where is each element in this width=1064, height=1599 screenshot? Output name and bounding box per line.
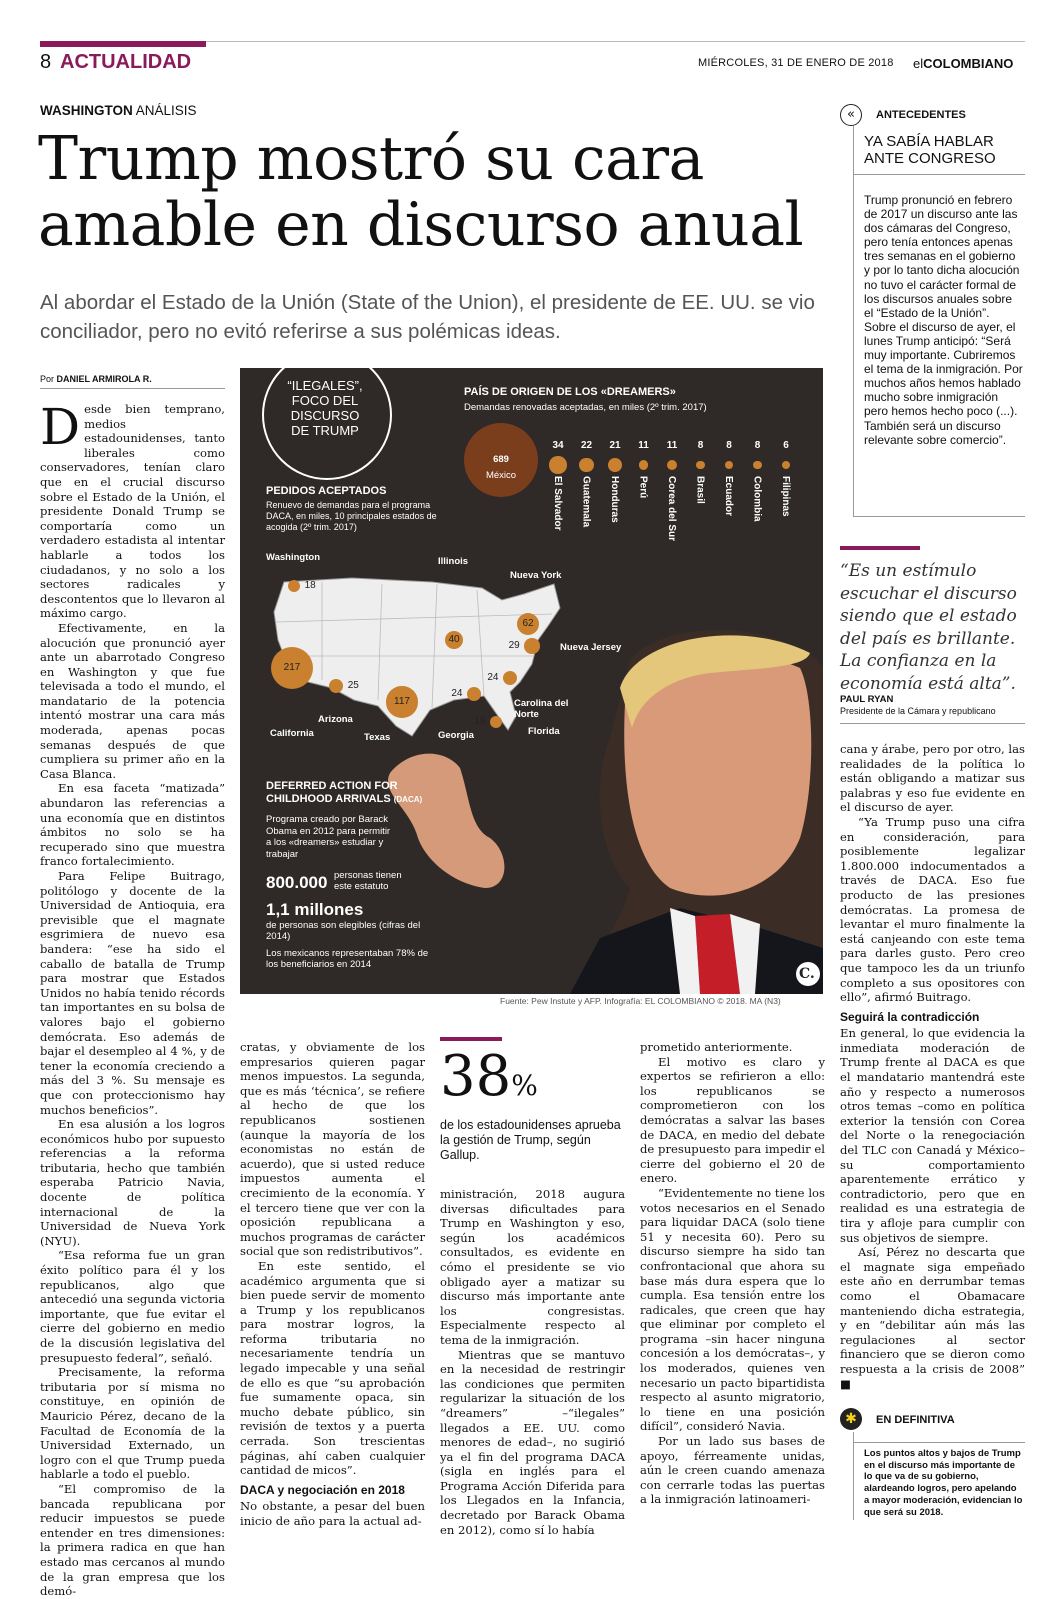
antecedentes-paragraph-1: Trump pronunció en febrero de 2017 un discurso ante las dos cámaras del Congreso, pero tenía entonces apenas tres semanas en el gobierno y por lo tanto dicha alocución no tuvo el carácter formal de los discursos anuales sobre el “Estado de la Unión”. bbox=[864, 193, 1020, 320]
c3-paragraph-1: ministración, 2018 augura diversas dificultades para Trump en Washington y eso, según los académicos consultados, es evidente en cómo el presidente se vio obligado ayer a matizar su discurso más importante ante los congresistas. Especialmente respecto al tema de la inmigración. bbox=[440, 1187, 625, 1347]
byline-prefix: Por bbox=[40, 374, 55, 384]
state-name: Arizona bbox=[318, 714, 353, 725]
country-name: Perú bbox=[637, 476, 649, 499]
stat-2-number: 1,1 millones bbox=[266, 900, 364, 919]
c5-paragraph-4 bbox=[840, 1245, 1025, 1391]
c2-subhead: DACA y negociación en 2018 bbox=[240, 1482, 405, 1497]
state-value: 24 bbox=[487, 672, 499, 683]
byline bbox=[40, 374, 225, 389]
pedidos-title: PEDIDOS ACEPTADOS bbox=[266, 485, 387, 497]
end-mark-icon: ■ bbox=[840, 1376, 851, 1391]
stat-2-text: de personas son elegibles (cifras del 2014) bbox=[266, 920, 421, 942]
state-value: 24 bbox=[451, 688, 463, 699]
issue-date: MIÉRCOLES, 31 DE ENERO DE 2018 bbox=[698, 57, 894, 69]
c2-paragraph-3: No obstante, a pesar del buen inicio de año para la actual ad- bbox=[240, 1499, 425, 1528]
antecedentes-rule bbox=[853, 174, 1025, 175]
country-value: 8 bbox=[754, 440, 761, 451]
deck: Al abordar el Estado de la Unión (State of the Union), el presidente de EE. UU. se vio conciliador, pero no evitó referirse a sus polémicas ideas. bbox=[40, 291, 815, 343]
state-value: 29 bbox=[508, 640, 520, 651]
c2-paragraph-2: En este sentido, el académico argumenta que si bien puede servir de momento a Trump y los republicanos para mostrar logros, la reforma tributaria no necesariamente tendría un legado impecable y una señal de ello es que “su aprobación fue sumamente opaca, sin mucho debate público, sin revisión de textos y a puerta cerrada. Son trescientas páginas, ahí caben cualquier cantidad de micos”. bbox=[240, 1258, 425, 1478]
country-value: 8 bbox=[726, 440, 732, 451]
c1-paragraph-1: esde bien temprano, medios estadounidenses, tanto liberales como conservadores, tenían claro que en el crucial discurso sobre el Estado de la Unión, el presidente Donald Trump se comportaría como un verdadero estadista al intentar hablarle a todos los ciudadanos, y no solo a los sectores radicales y descontentos que lo llevaron al máximo cargo. bbox=[40, 402, 225, 621]
country-name: Guatemala bbox=[580, 476, 592, 528]
headline-line-2: amable en discurso anual bbox=[38, 190, 804, 260]
antecedentes-title-1: YA SABÍA HABLAR bbox=[864, 133, 994, 150]
country-value: 34 bbox=[552, 440, 564, 451]
definitiva-icon: ✱ bbox=[840, 1408, 862, 1430]
stat-unit: % bbox=[511, 1069, 538, 1102]
infographic bbox=[240, 368, 823, 994]
mexico-value: 689 bbox=[493, 454, 509, 465]
c4-paragraph-2: “Evidentemente no tiene los votos necesarios en el Senado para liquidar DACA (solo tiene 51 y necesita 60). Pero su discurso siempre ha sido tan confrontacional que ahora su base más dura espera que lo cumpla. Esa tensión entre los radicales, que creen que hay que eliminar por completo el programa –sin hacer ninguna concesión a los demócratas–, y los moderados, quienes ven necesario un pacto bipartidista respecto al asunto migratorio, lo tiene en una posición difícil”, consideró Navia. bbox=[640, 1185, 825, 1434]
stat-number: 38 bbox=[440, 1044, 512, 1109]
c1-paragraph-6: “Esa reforma fue un gran éxito político para él y los republicanos, algo que antecedió una segunda victoria importante, que fue evitar el cierre del gobierno en medio de la discusión legislativa del presupuesto federal”, señaló. bbox=[40, 1248, 225, 1365]
state-value: 217 bbox=[283, 662, 301, 673]
stat-figure bbox=[440, 1044, 538, 1110]
definitiva-rule bbox=[853, 1442, 1025, 1443]
country-name: Corea del Sur bbox=[666, 476, 677, 542]
stat-1-text: personas tienen este estatuto bbox=[334, 870, 402, 892]
country-name: Filipinas bbox=[780, 476, 791, 517]
page-number: 8 bbox=[40, 51, 52, 73]
state-value: 18 bbox=[474, 716, 486, 727]
state-name: Carolina del Norte bbox=[514, 698, 569, 720]
state-value: 25 bbox=[347, 680, 359, 691]
badge-line-2: FOCO DEL bbox=[291, 393, 359, 408]
kicker-location: WASHINGTON bbox=[40, 103, 133, 118]
state-value: 62 bbox=[522, 618, 534, 629]
quote-role: Presidente de la Cámara y republicano bbox=[840, 706, 996, 716]
badge-line-3: DISCURSO bbox=[290, 408, 360, 423]
column-5 bbox=[840, 742, 1025, 1391]
antecedentes-bottom-rule bbox=[853, 516, 1025, 517]
c3-paragraph-2: Mientras que se mantuvo en la necesidad de restringir las condiciones que permiten regularizar la situación de los “dreamers” –“ilegales” llegados a EE. UU. como menores de edad–, no sugirió ya el fin del programa DACA (sigla en inglés para el Programa Acción Diferida para los Llegados en la Infancia, decretado por Barack Obama en 2012), como sí lo había bbox=[440, 1347, 625, 1537]
c2-paragraph-1: cratas, y obviamente de los empresarios quieren pagar menos impuestos. La segunda, que es más ‘técnica’, se refiere al hecho de que los republicanos sostienen (aunque la mayoría de los economistas no están de acuerdo), que si usted reduce impuestos aumenta el crecimiento de la economía. Y el tercero tiene que ver con la oposición republicana a muchos programas de carácter social que son redistributivos”. bbox=[240, 1040, 425, 1259]
country-bubble bbox=[549, 456, 566, 473]
pedidos-subtitle: Renuevo de demandas para el programa DACA, en miles, 10 principales estados de acogida (2º trim. 2017) bbox=[266, 500, 437, 532]
c5-paragraph-2: “Ya Trump puso una cifra en consideración, para posiblemente legalizar 1.800.000 indocumentados a través de DACA. Eso fue producto de las presiones demócratas. La promesa de levantar el muro finalmente la está canjeando con este tema para darles gusto. Pero creo que tampoco les da un triunfo completo a sus opositores con ello”, afirmó Buitrago. bbox=[840, 814, 1025, 1005]
quote-author: PAUL RYAN bbox=[840, 694, 894, 705]
stat-caption: de los estadounidenses aprueba la gestión de Trump, según Gallup. bbox=[440, 1118, 621, 1162]
column-2 bbox=[240, 1040, 425, 1528]
column-4 bbox=[640, 1040, 825, 1515]
state-value: 117 bbox=[394, 696, 410, 707]
country-bubble bbox=[608, 458, 622, 472]
country-bubble bbox=[782, 461, 790, 469]
country-bubble bbox=[753, 461, 761, 469]
antecedentes-title-2: ANTE CONGRESO bbox=[864, 150, 996, 167]
state-name: Nueva York bbox=[510, 570, 562, 581]
antecedentes-title bbox=[864, 133, 996, 167]
country-bubble bbox=[667, 460, 677, 470]
state-name: Illinois bbox=[438, 556, 469, 567]
topic-badge-text bbox=[262, 378, 388, 438]
c5-paragraph-3: En general, lo que evidencia la inmediata moderación de Trump frente al DACA es que el mandatario mantendrá este año y respecto a numerosos otros temas –como en política exterior la tensión con Corea del Norte o la renegociación del TLC con Canadá y México– su comportamiento aparentemente errático y contradictorio, pero que en realidad es una estrategia de tira y afloje para cumplir con sus objetivos de siempre. bbox=[840, 1026, 1025, 1245]
definitiva-vline bbox=[853, 1432, 854, 1520]
daca-title bbox=[266, 780, 422, 806]
c4-paragraph-1: El motivo es claro y expertos se refirieron a ello: los republicanos se comprometieron con los demócratas a salvar las bases de DACA, en medio del debate de presupuesto para impedir el cierre del gobierno el 20 de enero. bbox=[640, 1054, 825, 1186]
c1-paragraph-7: Precisamente, la reforma tributaria por sí misma no constituye, en opinión de Mauricio Pérez, decano de la Facultad de Economía de la Universidad Externado, un logro con el que Trump pueda hablarle a todo el pueblo. bbox=[40, 1365, 225, 1482]
column-3 bbox=[440, 1187, 625, 1537]
country-name: Brasil bbox=[694, 476, 706, 504]
daca-title-1: DEFERRED ACTION FOR bbox=[266, 780, 398, 792]
c1-paragraph-2: Efectivamente, en la alocución que pronunció ayer ante un abarrotado Congreso en Washington y que fue televisada a todo el mundo, el mandatario de la potencia intentó mostrar una cara más moderada, apenas pocas semanas después de que cumpliera su primer año en la Casa Blanca. bbox=[40, 620, 225, 781]
mexico-label: México bbox=[485, 470, 517, 481]
antecedentes-label: ANTECEDENTES bbox=[876, 109, 966, 121]
brand-logo bbox=[913, 56, 1013, 71]
brand-name: COLOMBIANO bbox=[923, 56, 1014, 71]
state-value: 40 bbox=[448, 634, 460, 645]
antecedentes-icon: « bbox=[840, 104, 862, 126]
country-value: 22 bbox=[580, 440, 593, 451]
country-value: 11 bbox=[666, 440, 678, 451]
c1-paragraph-3: En esa faceta “matizada” abundaron las referencias a una economía que en distintos ámbitos no solo se ha recuperado sino que muestra franco fortalecimiento. bbox=[40, 781, 225, 869]
c5-paragraph-4-text: Así, Pérez no descarta que el magnate siga empeñado este año en derrumbar temas como el Obamacare manteniendo dicha estrategia, y en “debilitar aún más las regulaciones al sector financiero que se dieron como respuesta a la crisis de 2008” bbox=[840, 1245, 1025, 1376]
daca-abbr: (DACA) bbox=[393, 795, 423, 804]
state-name: Georgia bbox=[438, 730, 474, 741]
daca-title-2: CHILDHOOD ARRIVALS bbox=[266, 793, 391, 805]
country-name: Ecuador bbox=[723, 476, 734, 517]
quote-bar bbox=[840, 546, 920, 550]
brand-el: el bbox=[913, 56, 924, 71]
antecedentes-paragraph-2: Sobre el discurso de ayer, el lunes Trump anticipó: “Será muy importante. Cubriremos el tema de la inmigración. Por muchos años hemos hablado mucho sobre inmigración pero hemos hecho poco (...). También será un discurso relevante sobre comercio”. bbox=[864, 319, 1023, 447]
column-1 bbox=[40, 398, 225, 1599]
c1-paragraph-8: “El compromiso de la bancada republicana por reducir impuestos se puede entender en tres dimensiones: la primera radica en que han estado mas cercanos al mundo de la gran empresa que los demó- bbox=[40, 1481, 225, 1599]
c4-paragraph-3: Por un lado sus bases de apoyo, férreamente unidas, aún le creen cuando amenaza con cerrarle todas las puertas a la inmigración latinoameri- bbox=[640, 1434, 825, 1507]
stat-3-text: Los mexicanos representaban 78% de los beneficiarios en 2014 bbox=[266, 948, 429, 970]
country-bubble bbox=[579, 458, 593, 472]
state-value: 18 bbox=[304, 580, 316, 591]
state-bubble bbox=[524, 638, 540, 654]
country-value: 8 bbox=[697, 440, 704, 451]
state-name: Florida bbox=[528, 726, 560, 737]
badge-line-4: DE TRUMP bbox=[291, 423, 359, 438]
kicker bbox=[40, 103, 197, 118]
stat-bar bbox=[440, 1037, 502, 1041]
drop-cap: D bbox=[40, 398, 81, 456]
graphic-source: Fuente: Pew Instute y AFP. Infografía: EL COLOMBIANO © 2018. MA (N3) bbox=[500, 996, 781, 1006]
definitiva-label: EN DEFINITIVA bbox=[876, 1414, 955, 1426]
section-bar bbox=[40, 41, 206, 47]
country-name: Honduras bbox=[609, 476, 620, 523]
c4-paragraph-0: prometido anteriormente. bbox=[640, 1040, 793, 1054]
country-value: 21 bbox=[609, 440, 621, 451]
antecedentes-body bbox=[864, 193, 1024, 447]
c1-paragraph-4: Para Felipe Buitrago, politólogo y docente de la Universidad de Antioquia, era previsible que el magnate esgrimiera de nuevo esa bandera: “ese ha sido el caballo de batalla de Trump para mostrar que Estados Unidos no había tenido récords tan importantes en su bolsa de valores bajo el gobierno demócrata. Eso además de bajar el desempleo al 4 %, y de tener la economía creciendo a más del 3 %. Su mensaje es que con proteccionismo hay muchos beneficios”. bbox=[40, 869, 225, 1117]
byline-name: DANIEL ARMIROLA R. bbox=[56, 374, 152, 384]
quote-rule bbox=[840, 723, 1025, 724]
state-name: Washington bbox=[266, 552, 320, 563]
headline-line-1: Trump mostró su cara bbox=[38, 124, 704, 194]
headline bbox=[38, 126, 803, 258]
c5-subhead: Seguirá la contradicción bbox=[840, 1009, 980, 1024]
antecedentes-vline bbox=[853, 126, 854, 516]
badge-line-1: “ILEGALES”, bbox=[287, 378, 363, 393]
origin-subtitle: Demandas renovadas aceptadas, en miles (2º trim. 2017) bbox=[464, 402, 707, 413]
state-name: Nueva Jersey bbox=[560, 642, 622, 653]
colombiano-logo-text: C. bbox=[799, 966, 815, 982]
country-value: 11 bbox=[638, 440, 649, 451]
c5-paragraph-1: cana y árabe, pero por otro, las realidades de la política lo están obligando a matizar sus palabras y eso fue evidente en el discurso de ayer. bbox=[840, 742, 1025, 815]
c1-paragraph-5: En esa alusión a los logros económicos hubo por supuesto referencias a la reforma tributaria, hecho que también esperaba Patricio Navia, docente de política internacional de la Universidad de Nueva York (NYU). bbox=[40, 1117, 225, 1248]
state-name: California bbox=[270, 728, 314, 739]
stat-1-number: 800.000 bbox=[266, 873, 328, 892]
country-value: 6 bbox=[783, 440, 789, 451]
definitiva-text: Los puntos altos y bajos de Trump en el discurso más importante de lo que va de su gobierno, alardeando logros, pero apelando a mayor moderación, evidencian lo que será su 2018. bbox=[864, 1448, 1023, 1518]
country-name: El Salvador bbox=[552, 476, 563, 531]
origin-title: PAÍS DE ORIGEN DE LOS «DREAMERS» bbox=[464, 386, 676, 398]
country-name: Colombia bbox=[751, 476, 763, 522]
state-name: Texas bbox=[364, 732, 391, 743]
country-bubble bbox=[696, 461, 704, 469]
section-name: ACTUALIDAD bbox=[60, 51, 192, 73]
pull-quote: “Es un estímulo escuchar el discurso siendo que el estado del país es brillante. La confianza en la economía está alta”. bbox=[840, 561, 1017, 694]
kicker-type: ANÁLISIS bbox=[135, 103, 197, 118]
daca-description: Programa creado por Barack Obama en 2012 para permitir a los «dreamers» estudiar y trabajar bbox=[266, 814, 391, 860]
